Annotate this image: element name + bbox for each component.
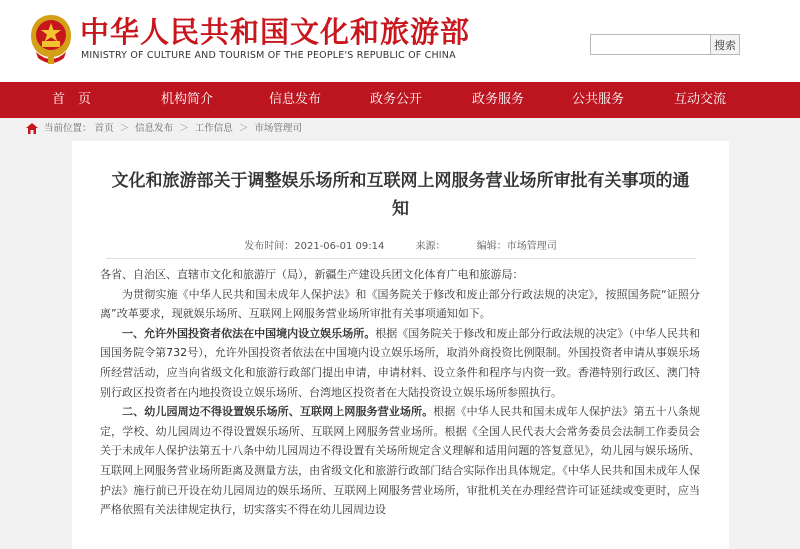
breadcrumb-label: 当前位置：	[44, 123, 92, 134]
nav-item-interaction[interactable]: 互动交流	[674, 92, 727, 107]
nav-item-government-services[interactable]: 政务服务	[472, 92, 525, 107]
publish-time: 发布时间：2021-06-01 09:14	[244, 241, 385, 252]
section-2-heading: 二、幼儿园周边不得设置娱乐场所、互联网上网服务营业场所。	[122, 405, 434, 419]
article-body	[100, 265, 700, 520]
breadcrumb-separator: ＞	[238, 123, 249, 134]
nav-item-public-affairs[interactable]: 政务公开	[370, 92, 423, 107]
article-meta	[72, 237, 729, 252]
section-2-text: 根据《中华人民共和国未成年人保护法》第五十八条规定，学校、幼儿园周边不得设置娱乐场所、互联网上网服务营业场所。根据《全国人民代表大会常务委员会法制工作委员会关于未成年人保护法第五十八条中幼儿园周边不得设置有关场所规定含义理解和适用问题的答复意见》，幼儿园与娱乐场所、互联网上网服务营业场所距离及测量方法，由省级文化和旅游行政部门结合实际作出具体规定。《中华人民共和国未成年人保护法》施行前已开设在幼儿园周边的娱乐场所、互联网上网服务营业场所，审批机关在办理经营许可证延续或变更时，应当严格依照有关法律规定执行，切实落实不得在幼儿园周边设	[100, 405, 701, 517]
search-button[interactable]: 搜索	[711, 34, 740, 55]
national-emblem-icon[interactable]	[28, 12, 74, 66]
site-header	[0, 0, 800, 82]
article-source: 来源：	[415, 241, 446, 252]
article-intro: 为贯彻实施《中华人民共和国未成年人保护法》和《国务院关于修改和废止部分行政法规的决定》，按照国务院“证照分离”改革要求，现就娱乐场所、互联网上网服务营业场所审批有关事项通知如下。	[100, 287, 700, 321]
article-editor: 编辑：市场管理司	[476, 241, 557, 252]
article-section-1	[100, 324, 700, 402]
home-icon	[26, 123, 38, 134]
site-subtitle: MINISTRY OF CULTURE AND TOURISM OF THE PEOPLE'S REPUBLIC OF CHINA	[81, 50, 456, 61]
main-nav	[0, 82, 800, 118]
article-container	[72, 141, 729, 549]
nav-item-public-services[interactable]: 公共服务	[572, 92, 625, 107]
breadcrumb-item-news[interactable]: 信息发布	[135, 123, 174, 134]
nav-item-about[interactable]: 机构简介	[161, 92, 214, 107]
article-salutation: 各省、自治区、直辖市文化和旅游厅（局），新疆生产建设兵团文化体育广电和旅游局：	[100, 268, 524, 281]
section-1-heading: 一、允许外国投资者依法在中国境内设立娱乐场所。	[122, 326, 376, 340]
breadcrumb-separator: ＞	[119, 123, 130, 134]
breadcrumb	[26, 121, 302, 137]
article-section-2	[100, 402, 700, 520]
breadcrumb-separator: ＞	[179, 123, 189, 134]
nav-item-home[interactable]: 首 页	[52, 92, 92, 107]
site-title[interactable]: 中华人民共和国文化和旅游部	[80, 15, 471, 49]
nav-item-news[interactable]: 信息发布	[269, 92, 322, 107]
breadcrumb-item-work-info[interactable]: 工作信息	[194, 123, 233, 134]
breadcrumb-item-market-dept[interactable]: 市场管理司	[254, 123, 302, 134]
search-input[interactable]	[590, 34, 711, 55]
article-title: 文化和旅游部关于调整娱乐场所和互联网上网服务营业场所审批有关事项的通知	[111, 171, 690, 219]
breadcrumb-item-home[interactable]: 首页	[94, 123, 114, 134]
section-1-text: 根据《国务院关于修改和废止部分行政法规的决定》（中华人民共和国国务院令第732号），允许外国投资者依法在中国境内设立娱乐场所，取消外商投资比例限制。外国投资者申请从事娱乐场所经营活动，应当向省级文化和旅游行政部门提出申请，申请材料、设立条件和程序与内资一致。香港特别行政区、澳门特别行政区投资者在内地投资设立娱乐场所、台湾地区投资者在大陆投资设立娱乐场所参照执行。	[100, 326, 701, 399]
meta-divider	[106, 258, 696, 259]
